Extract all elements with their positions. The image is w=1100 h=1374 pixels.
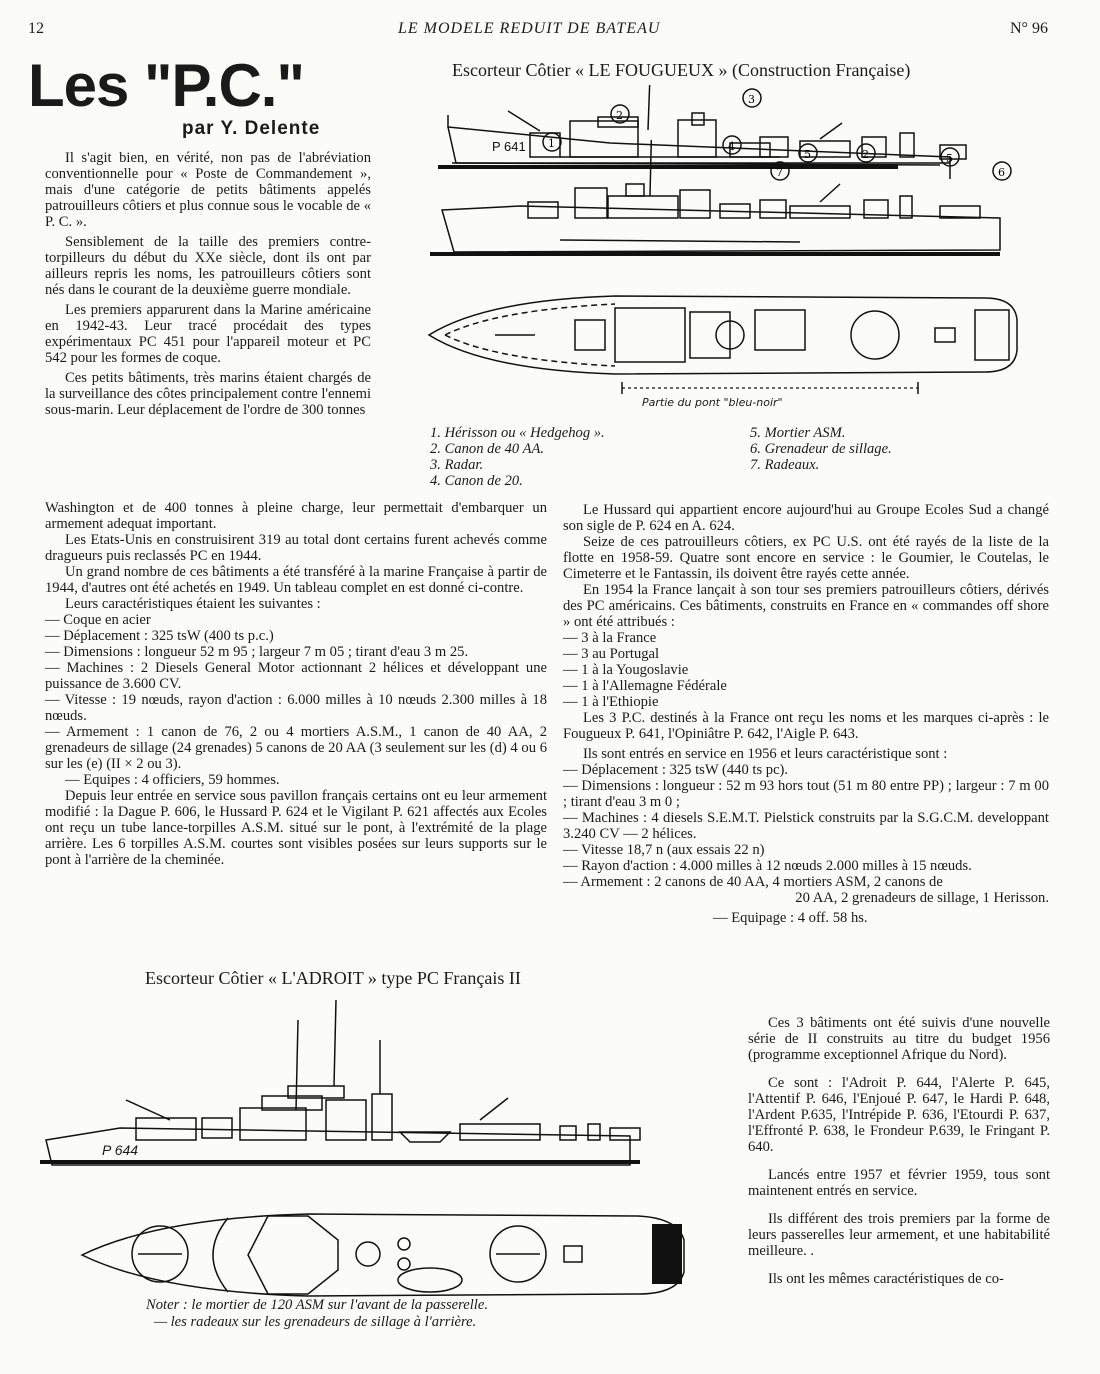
paragraph: Ces petits bâtiments, très marins étaient chargés de la surveillance des côtes principalement contre l'ennemi sous-marin. Leur déplacement de l'ordre de 300 tonnes <box>45 370 371 418</box>
article-title: Les "P.C." <box>28 52 304 119</box>
paragraph: Sensiblement de la taille des premiers contre-torpilleurs du début du XXe siècle, dont ils ont par ailleurs repris les noms, les patrouilleurs côtiers sont nés dans le courant de la deuxième guerre mondiale. <box>45 234 371 298</box>
note-line: Noter : le mortier de 120 ASM sur l'avant de la passerelle. <box>146 1297 488 1313</box>
list-item: — 3 au Portugal <box>563 646 660 662</box>
left-column <box>45 500 547 868</box>
spec-item: — Armement : 2 canons de 40 AA, 4 mortiers ASM, 2 canons de <box>563 874 943 890</box>
figure1-legend-right <box>750 425 892 473</box>
callout-5b: 5 <box>946 152 953 165</box>
paragraph: Depuis leur entrée en service sous pavillon français certains ont eu leur armement modifié : la Dague P. 606, le Hussard P. 624 et le Vigilant P. 621 affectés aux Ecoles ont reçu un tube lance-torpilles A.S.M. situé sur le pont, à l'extrémité de la plage arrière. Les 6 torpilles A.S.M. courtes sont visibles posées sur leurs supports sur le pont à l'arrière de la cheminée. <box>45 788 547 868</box>
paragraph: Ces 3 bâtiments ont été suivis d'une nouvelle série de II construits au titre du budget 1956 (programme exceptionnel Afrique du Nord). <box>748 1015 1050 1063</box>
figure2-caption: Escorteur Côtier « L'ADROIT » type PC Français II <box>145 968 521 988</box>
issue-number: N° 96 <box>1010 20 1048 37</box>
callout-3: 3 <box>748 93 755 106</box>
article-byline: par Y. Delente <box>182 118 321 139</box>
spec-item: — Déplacement : 325 tsW (440 ts pc). <box>563 762 789 778</box>
paragraph: Les premiers apparurent dans la Marine américaine en 1942-43. Leur tracé procédait des types expérimentaux PC 451 pour l'appareil moteur et PC 542 pour les formes de coque. <box>45 302 371 366</box>
magazine-title: LE MODELE REDUIT DE BATEAU <box>398 20 661 37</box>
paragraph: Le Hussard qui appartient encore aujourd'hui au Groupe Ecoles Sud a changé son sigle de P. 624 en A. 624. <box>563 502 1049 534</box>
callout-2: 2 <box>616 109 623 122</box>
figure1-caption: Escorteur Côtier « LE FOUGUEUX » (Construction Française) <box>452 60 911 80</box>
intro-column <box>45 150 371 418</box>
spec-item: — Machines : 4 diesels S.E.M.T. Pielstick construits par la S.G.C.M. developpant 3.240 CV — 2 hélices. <box>563 810 1049 842</box>
spec-item: — Dimensions : longueur 52 m 95 ; largeur 7 m 05 ; tirant d'eau 3 m 25. <box>45 644 469 660</box>
legend-item: 1. Hérisson ou « Hedgehog ». <box>430 425 605 441</box>
paragraph: Lancés entre 1957 et février 1959, tous sont maintenent entrés en service. <box>748 1167 1050 1199</box>
list-item: — 1 à la Yougoslavie <box>563 662 689 678</box>
list-item: — 1 à l'Ethiopie <box>563 694 659 710</box>
callout-1: 1 <box>548 137 555 150</box>
callout-5a: 5 <box>804 148 811 161</box>
spec-item-cont: 20 AA, 2 grenadeurs de sillage, 1 Herisson. <box>795 890 1049 906</box>
list-item: — 1 à l'Allemagne Fédérale <box>563 678 727 694</box>
paragraph: Les Etats-Unis en construisirent 319 au total dont certains furent achevés comme dragueurs puis reclassés PC en 1944. <box>45 532 547 564</box>
callout-7: 7 <box>776 166 783 179</box>
fougueux-plan-view <box>425 290 1025 380</box>
paragraph: Ce sont : l'Adroit P. 644, l'Alerte P. 645, l'Attentif P. 646, l'Enjoué P. 647, le Hardi P. 648, l'Ardent P.635, l'Intrépide P. 636, l'Etourdi P. 637, l'Effronté P. 638, le Frondeur P.639, le Fringant P. 640. <box>748 1075 1050 1155</box>
callout-2b: 2 <box>862 148 869 161</box>
paragraph: Ils différent des trois premiers par la forme de leurs passerelles leur armement, et une habitabilité meilleure. . <box>748 1211 1050 1259</box>
paragraph: Leurs caractéristiques étaient les suivantes : <box>65 596 321 612</box>
fougueux-hull-profile <box>430 140 1070 260</box>
spec-item: — Vitesse 18,7 n (aux essais 22 n) <box>563 842 765 858</box>
paragraph: Il s'agit bien, en vérité, non pas de l'abréviation conventionnelle pour « Poste de Commandement », mais d'une catégorie de petits bâtiments appelés patrouilleurs côtiers et plus connue sous le vocable de « P. C. ». <box>45 150 371 230</box>
right-column <box>563 502 1049 926</box>
spec-item: — Vitesse : 19 nœuds, rayon d'action : 6.000 milles à 10 nœuds 2.300 milles à 18 nœuds. <box>45 692 547 724</box>
deck-annotation: Partie du pont "bleu-noir" <box>642 396 783 409</box>
paragraph: Ils ont les mêmes caractéristiques de co- <box>768 1271 1004 1287</box>
spec-item: — Equipage : 4 off. 58 hs. <box>713 910 868 926</box>
spec-item: — Machines : 2 Diesels General Motor actionnant 2 hélices et développant une puissance de 3.600 CV. <box>45 660 547 692</box>
adroit-plan-view <box>78 1210 698 1300</box>
right-narrow-column <box>748 1015 1050 1287</box>
callout-4: 4 <box>728 140 735 153</box>
paragraph: Ils sont entrés en service en 1956 et leurs caractéristique sont : <box>583 746 948 762</box>
spec-item: — Coque en acier <box>45 612 151 628</box>
hull-marking-p644: P 644 <box>102 1142 139 1158</box>
hull-marking-p641: P 641 <box>492 139 526 154</box>
spec-item: — Armement : 1 canon de 76, 2 ou 4 mortiers A.S.M., 1 canon de 40 AA, 2 grenadeurs de sillage (24 grenades) 5 canons de 20 AA (3 seulement sur les (d) 4 ou 6 sur les (e) (II × 2 ou 3). <box>45 724 547 772</box>
spec-item: — Déplacement : 325 tsW (400 ts p.c.) <box>45 628 274 644</box>
spec-item: — Rayon d'action : 4.000 milles à 12 nœuds 2.000 milles à 15 nœuds. <box>563 858 972 874</box>
legend-item: 7. Radeaux. <box>750 457 820 473</box>
paragraph: Un grand nombre de ces bâtiments a été transféré à la marine Française à partir de 1944, d'autres ont été achetés en 1949. Un tableau complet en est donné ci-contre. <box>45 564 547 596</box>
legend-item: 3. Radar. <box>430 457 484 473</box>
callout-6: 6 <box>998 166 1005 179</box>
adroit-side-view <box>40 1000 730 1170</box>
legend-item: 2. Canon de 40 AA. <box>430 441 545 457</box>
legend-item: 6. Grenadeur de sillage. <box>750 441 892 457</box>
paragraph: Seize de ces patrouilleurs côtiers, ex PC U.S. ont été rayés de la liste de la flotte en 1958-59. Quatre sont encore en service : le Goumier, le Coutelas, le Cimeterre et le Fantassin, ils doivent être rayés cette année. <box>563 534 1049 582</box>
spec-item: — Equipes : 4 officiers, 59 hommes. <box>65 772 280 788</box>
legend-item: 4. Canon de 20. <box>430 473 523 489</box>
deck-extent-arrow <box>620 382 920 394</box>
figure1-legend-left <box>430 425 605 489</box>
legend-item: 5. Mortier ASM. <box>750 425 846 441</box>
paragraph: Les 3 P.C. destinés à la France ont reçu les noms et les marques ci-après : le Fougueux P. 641, l'Opiniâtre P. 642, l'Aigle P. 643. <box>563 710 1049 742</box>
spec-item: — Dimensions : longueur : 52 m 93 hors tout (51 m 80 entre PP) ; largeur : 7 m 00 ; tirant d'eau 3 m 0 ; <box>563 778 1049 810</box>
list-item: — 3 à la France <box>563 630 657 646</box>
paragraph: Washington et de 400 tonnes à pleine charge, leur permettait d'embarquer un armement adequat important. <box>45 500 547 532</box>
figure2-note <box>146 1297 488 1331</box>
page-number: 12 <box>28 20 44 37</box>
paragraph: En 1954 la France lançait à son tour ses premiers patrouilleurs côtiers, dérivés des PC américains. Ces bâtiments, construits en France en « commandes off shore » ont été attribués : <box>563 582 1049 630</box>
note-line: — les radeaux sur les grenadeurs de sillage à l'arrière. <box>154 1314 477 1330</box>
